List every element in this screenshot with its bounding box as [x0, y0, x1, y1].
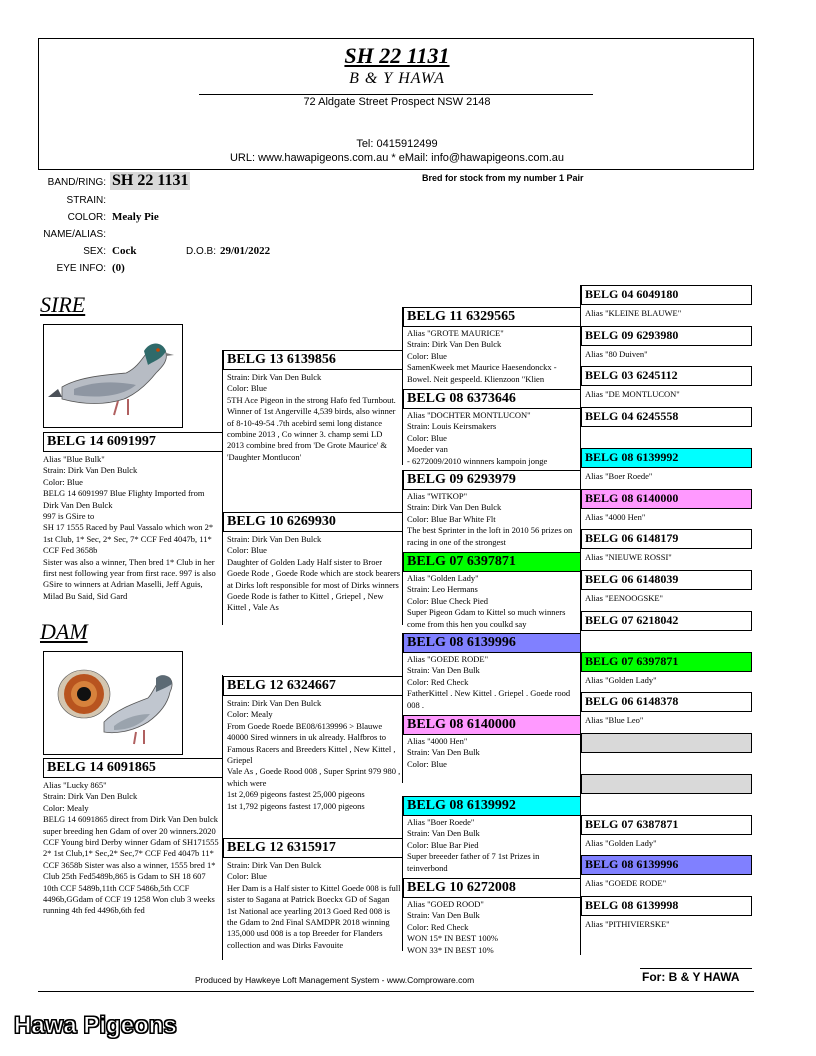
gen4-alias: Alias "EENOOGSKE" — [585, 593, 664, 603]
pigeon-icon — [44, 325, 182, 427]
gen4-ring-highlight: BELG 08 6139996 — [581, 855, 752, 875]
header-box — [38, 38, 754, 170]
owner-divider — [199, 94, 593, 95]
dam-heading: DAM — [40, 619, 88, 644]
gen3-details: Alias "DOCHTER MONTLUCON" Strain: Louis Keirsmakers Color: Blue Moeder van - 6272009/2010 winnners kampoin jonge — [407, 410, 548, 466]
dob-value: 29/01/2022 — [220, 245, 271, 257]
pigeon-eye-icon — [44, 652, 182, 754]
gen3-details: Alias "Golden Lady" Strain: Leo Hermans Color: Blue Check Pied Super Pigeon Gdam to Kittel so much winners come from this hen you coulkd say — [407, 573, 566, 629]
gen4-ring: BELG 08 6139998 — [581, 896, 752, 916]
gen2-ring: BELG 13 6139856 — [223, 350, 403, 370]
gen2-ring: BELG 12 6315917 — [223, 838, 403, 858]
gen4-alias: Alias "KLEINE BLAUWE" — [585, 308, 682, 318]
sire-ring: BELG 14 6091997 — [43, 432, 223, 452]
gen3-details: Alias "GOED ROOD" Strain: Van Den Bulk Color: Red Check WON 15* IN BEST 100% WON 33* IN BEST 10% — [407, 899, 498, 955]
name-label: NAME/ALIAS: — [43, 229, 106, 240]
gen2-ring: BELG 10 6269930 — [223, 512, 403, 532]
footer-divider — [640, 968, 752, 969]
gen3-details: Alias "GROTE MAURICE" Strain: Dirk Van Den Bulck Color: Blue SamenKweek met Maurice Haesendonckx - Bowel. Neit gespeeld. Klienzoon "Klien — [407, 328, 557, 384]
gen4-ring-highlight: BELG 08 6140000 — [581, 489, 752, 509]
gen3-ring: BELG 09 6293979 — [403, 470, 581, 490]
gen4-ring: BELG 03 6245112 — [581, 366, 752, 386]
gen3-details: Alias "WITKOP" Strain: Dirk Van Den Bulck Color: Blue Bar White Flt The best Sprinter in the loft in 2010 56 prizes on racing in one of the strongest — [407, 491, 573, 547]
dam-photo — [43, 651, 183, 755]
gen3-ring: BELG 08 6373646 — [403, 389, 581, 409]
connector — [222, 350, 223, 625]
sex-label: SEX: — [83, 246, 106, 257]
gen4-alias: Alias "Boer Roede" — [585, 471, 653, 481]
connector — [222, 675, 223, 960]
gen4-alias — [585, 756, 750, 768]
connector — [402, 470, 403, 625]
gen3-ring-highlight: BELG 08 6139992 — [403, 796, 581, 816]
gen4-empty — [581, 733, 752, 753]
dam-ring: BELG 14 6091865 — [43, 758, 223, 778]
footer-produced: Produced by Hawkeye Loft Management System - www.Comproware.com — [195, 975, 475, 985]
gen4-ring: BELG 04 6245558 — [581, 407, 752, 427]
gen4-ring: BELG 04 6049180 — [581, 285, 752, 305]
gen4-alias — [585, 797, 750, 809]
gen4-alias: Alias "80 Duiven" — [585, 349, 648, 359]
gen4-alias: Alias "GOEDE RODE" — [585, 878, 667, 888]
bred-note: Bred for stock from my number 1 Pair — [422, 173, 584, 183]
gen4-ring-highlight: BELG 08 6139992 — [581, 448, 752, 468]
gen4-ring-highlight: BELG 07 6397871 — [581, 652, 752, 672]
watermark: Hawa Pigeons — [14, 1012, 177, 1039]
gen4-ring: BELG 07 6218042 — [581, 611, 752, 631]
gen4-ring: BELG 06 6148378 — [581, 692, 752, 712]
connector — [402, 633, 403, 783]
gen4-alias: Alias "4000 Hen" — [585, 512, 646, 522]
gen4-ring: BELG 09 6293980 — [581, 326, 752, 346]
gen4-alias: Alias "Golden Lady" — [585, 675, 657, 685]
owner-name: B & Y HAWA — [349, 70, 445, 87]
gen3-ring-highlight: BELG 07 6397871 — [403, 552, 581, 572]
sex-value: Cock — [112, 245, 137, 257]
owner-address: 72 Aldgate Street Prospect NSW 2148 — [303, 96, 491, 108]
footer-rule — [38, 991, 754, 992]
gen3-ring-highlight: BELG 08 6140000 — [403, 715, 581, 735]
gen4-alias: Alias "Blue Leo" — [585, 715, 644, 725]
sire-heading: SIRE — [40, 292, 86, 317]
sire-photo — [43, 324, 183, 428]
gen2-details: Strain: Dirk Van Den Bulck Color: Blue Her Dam is a Half sister to Kittel Goede 008 is full sister to Sagana at Patrick Boeckx GD of Sagan 1st National ace yearling 2013 Goed Red 008 is the Gdam to 2nd Final SAMDPR 2018 winning 135,000 usd 008 is a top Breeder for Flanders collection and was Dirks Favouite — [227, 860, 401, 950]
gen3-details: Alias "Boer Roede" Strain: Van Den Bulk Color: Blue Bar Pied Super breeeder father of 7 1st Prizes in teinverbond — [407, 817, 540, 873]
gen4-alias: Alias "DE MONTLUCON" — [585, 389, 680, 399]
gen4-alias: Alias "NIEUWE ROSSI" — [585, 552, 672, 562]
gen4-ring: BELG 06 6148179 — [581, 529, 752, 549]
band-label: BAND/RING: — [47, 177, 106, 188]
gen2-details: Strain: Dirk Van Den Bulck Color: Mealy From Goede Roede BE08/6139996 > Blauwe 40000 Sired winners in uk already. Halfbros to Famous Racers and Breeders Kittel , New Kittel , Griepel Vale As , Goede Rood 008 , Super Sprint 979 980 , which were 1st 2,069 pigeons fastest 25,000 pigeons 1st 1,792 pigeons fastest 17,000 pigeons — [227, 698, 401, 811]
gen3-ring-highlight: BELG 08 6139996 — [403, 633, 581, 653]
gen2-ring: BELG 12 6324667 — [223, 676, 403, 696]
gen4-ring: BELG 06 6148039 — [581, 570, 752, 590]
gen3-details: Alias "GOEDE RODE" Strain: Van Den Bulk Color: Red Check FatherKittel . New Kittel . Griepel . Goede rood 008 . — [407, 654, 571, 710]
dob-label: D.O.B: — [186, 246, 217, 257]
footer-for: For: B & Y HAWA — [642, 970, 740, 984]
band-value: SH 22 1131 — [112, 172, 189, 189]
page-title: SH 22 1131 — [344, 43, 450, 68]
owner-url: URL: www.hawapigeons.com.au * eMail: info@hawapigeons.com.au — [229, 152, 564, 164]
connector — [402, 307, 403, 465]
eye-value: (0) — [112, 262, 125, 274]
dam-details: Alias "Lucky 865" Strain: Dirk Van Den Bulck Color: Mealy BELG 14 6091865 direct from Dirk Van Den bulck super breeding hen Gdam of over 20 winners.2020 CCF Young bird Derby winner Gdam of SH171555 2* 1st Club,1* Sec,2* Sec,7* CCF Fed 4047b 11* CCF 3658b Sister was also a winner, 1555 bred 1* Club 25th Fed5489b,865 is Gdam to SH 18 607 10th CCF 5489b,11th CCF 5486b,5th CCF 4496b,GGdam of CCF 19 1258 Won club 3 weeks running 4th fed 4496b,6th fed — [43, 780, 219, 916]
connector — [402, 796, 403, 951]
owner-tel: Tel: 0415912499 — [356, 138, 438, 150]
gen3-ring: BELG 11 6329565 — [403, 307, 581, 327]
gen4-alias — [585, 430, 750, 442]
eye-label: EYE INFO: — [56, 263, 106, 274]
colour-value: Mealy Pie — [112, 211, 159, 223]
gen2-details: Strain: Dirk Van Den Bulck Color: Blue 5TH Ace Pigeon in the strong Hafo fed Turnbout. Winner of 1st Angerville 4,539 birds, also winner of 8-10-49-54 .7th acebird semi long distance combine 2013 , Co winner 3. champ semi LD 2013 combine bred from 'De Grote Maurice' & 'Daughter Montlucon' — [227, 372, 396, 462]
gen3-details: Alias "4000 Hen" Strain: Van Den Bulk Color: Blue — [407, 736, 480, 769]
gen4-alias — [585, 634, 750, 646]
gen3-ring: BELG 10 6272008 — [403, 878, 581, 898]
colour-label: COLOR: — [67, 212, 106, 223]
strain-label: STRAIN: — [66, 195, 106, 206]
gen4-ring: BELG 07 6387871 — [581, 815, 752, 835]
gen2-details: Strain: Dirk Van Den Bulck Color: Blue Daughter of Golden Lady Half sister to Broer Goede Rode , Goede Rode which are stock bearers at Dirks loft responsible for most of Dirks winners Goede Rode is father to Kittel , Griepel , New Kittel , Vale As — [227, 534, 401, 613]
sire-details: Alias "Blue Bulk" Strain: Dirk Van Den Bulck Color: Blue BELG 14 6091997 Blue Flighty Imported from Dirk Van Den Bulck 997 is GSire to SH 17 1555 Raced by Paul Vassalo which won 2* 1st Club, 1* Sec, 2* Sec, 7* CCF Fed 4047b, 11* CCF Fed 3658b Sister was also a winner, Then bred 1* Club in her first nest following year from first race. 997 is also GSire to winners at Adrian Maselli, Jeff Aguis, Milad Bu Said, Sid Gard — [43, 454, 216, 601]
gen4-empty — [581, 774, 752, 794]
gen4-alias: Alias "Golden Lady" — [585, 838, 657, 848]
gen4-alias: Alias "PITHIVIERSKE" — [585, 919, 670, 929]
